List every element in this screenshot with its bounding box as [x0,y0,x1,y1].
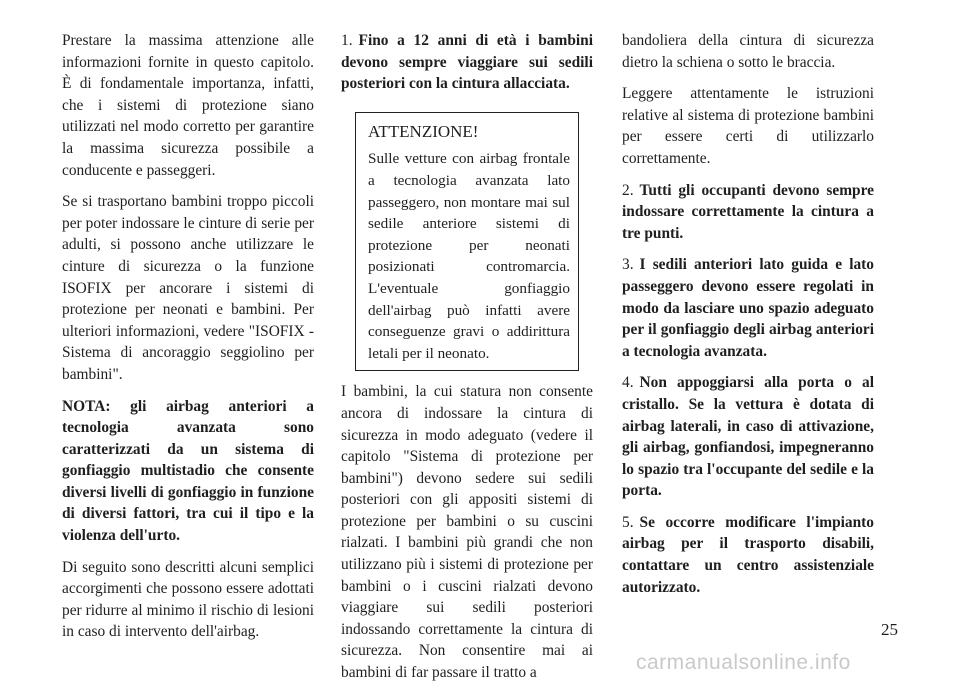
instructions-paragraph: Leggere attentamente le istruzioni relative al sistema di protezione bambini per essere certi di utilizzarlo correttamente. [622,85,874,167]
list-item-1-number: 1. [341,32,353,49]
warning-text: Sulle vetture con airbag frontale a tecnologia avanzata lato passeggero, non montare mai sul sedile anteriore sistemi di protezione per neonati posizionati contromarcia. L'eventuale gonfiaggio dell'airbag può infatti avere conseguenze gravi o addirittura letali per il neonato. [368,150,570,362]
column-middle [341,30,593,694]
column-left [62,30,314,653]
list-item-2-text: Tutti gli occupanti devono sempre indossare correttamente la cintura a tre punti. [622,181,874,242]
list-item-2 [622,180,874,245]
warning-box [355,112,579,372]
warning-title: ATTENZIONE! [368,121,479,141]
list-item-4-number: 4. [622,374,634,392]
list-item-5-text: Se occorre modificare l'impianto airbag per il trasporto disabili, contattare un centro assistenziale autorizzato. [622,513,874,596]
children-paragraph: Se si trasportano bambini troppo piccoli per poter indossare le cinture di serie per adulti, si possono anche utilizzare le cinture di sicurezza o la funzione ISOFIX per ancorare i sistemi di protezione per neonati e bambini. Per ulteriori informazioni, vedere "ISOFIX - Sistema di ancoraggio seggiolino per bambini". [62,193,314,383]
children-seating-paragraph: I bambini, la cui statura non consente ancora di indossare la cintura di sicurezza in modo adeguato (vedere il capitolo "Sistema di protezione per bambini") devono sedere sui sedili posteriori con gli appositi sistemi di protezione per bambini o su cuscini rialzati. I bambini più grandi che non utilizzano più i sistemi di protezione per bambini o i cuscini rialzati devono viaggiare sui sedili posteriori indossando correttamente la cintura di sicurezza. Non consentire mai ai bambini di far passare il tratto a [341,383,593,682]
list-item-1 [341,30,593,95]
list-item-5 [622,512,874,598]
intro-paragraph: Prestare la massima attenzione alle informazioni fornite in questo capitolo. È di fondamentale importanza, infatti, che i sistemi di protezione siano utilizzati nel modo corretto per garantire la massima sicurezza possibile a conducente e passeggeri. [62,32,314,179]
precautions-paragraph: Di seguito sono descritti alcuni semplici accorgimenti che possono essere adottati per ridurre al minimo il rischio di lesioni in caso di intervento dell'airbag. [62,558,314,641]
list-item-4 [622,372,874,502]
continuation-paragraph: bandoliera della cintura di sicurezza dietro la schiena o sotto le braccia. [622,32,874,71]
page-number: 25 [881,620,898,639]
list-item-3 [622,254,874,362]
list-item-3-text: I sedili anteriori lato guida e lato passeggero devono essere regolati in modo da lasciare uno spazio adeguato per il gonfiaggio degli airbag anteriori a tecnologia avanzata. [622,256,874,360]
list-item-5-number: 5. [622,513,634,531]
list-item-1-text: Fino a 12 anni di età i bambini devono sempre viaggiare sui sedili posteriori con la cintura allacciata. [341,32,593,93]
note-paragraph: NOTA: gli airbag anteriori a tecnologia avanzata sono caratterizzati da un sistema di gonfiaggio multistadio che consente diversi livelli di gonfiaggio in funzione di diversi fattori, tra cui il tipo e la violenza dell'urto. [62,397,314,545]
list-item-2-number: 2. [622,181,634,199]
watermark: carmanualsonline.info [636,651,851,674]
list-item-4-text: Non appoggiarsi alla porta o al cristallo. Se la vettura è dotata di airbag laterali, in caso di attivazione, gli airbag, gonfiandosi, impegneranno lo spazio tra l'occupante del sedile e la porta. [622,374,874,500]
column-right [622,30,874,608]
list-item-3-number: 3. [622,256,634,274]
